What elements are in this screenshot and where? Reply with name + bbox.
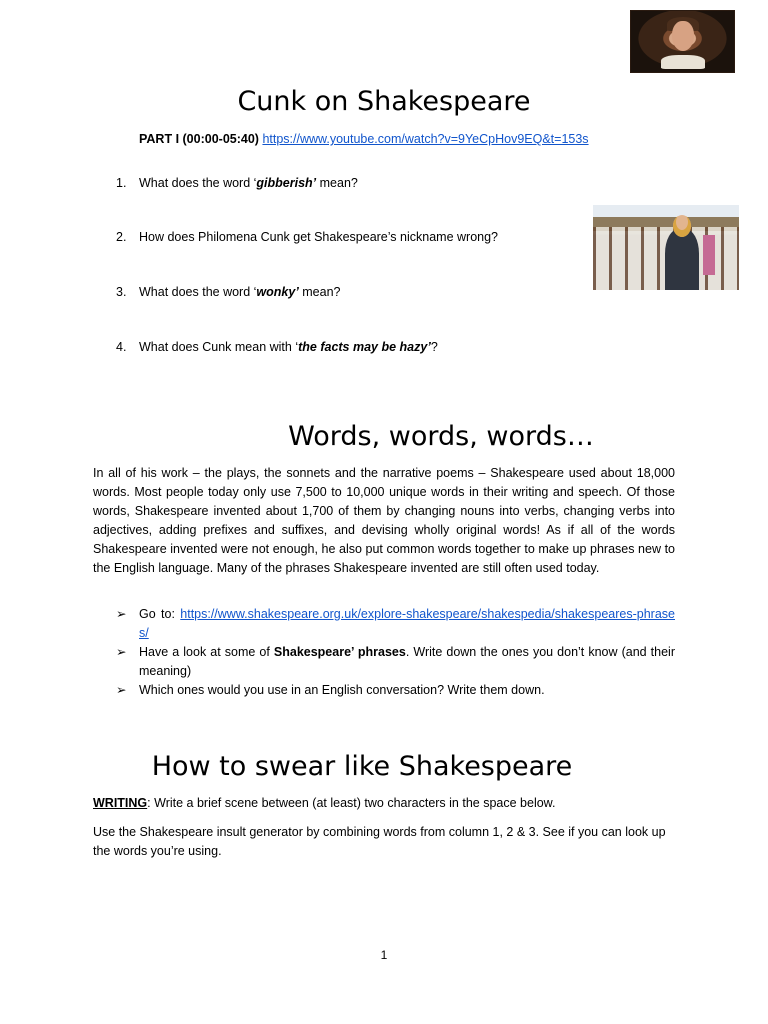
portrait-face [672,21,694,51]
arrow-bullet-icon: ➢ [116,607,127,621]
title-how-to-swear: How to swear like Shakespeare [151,751,573,782]
bullet-goto-text [139,605,675,643]
question-emphasis: gibberish’ [256,176,317,190]
portrait-collar [661,55,705,69]
globe-person [665,229,699,290]
question-number: 1. [116,176,127,190]
question-2 [116,230,498,244]
bullet-phrases [116,643,675,681]
question-text-end: mean? [298,285,341,299]
writing-text: : Write a brief scene between (at least) two characters in the space below. [147,796,556,810]
part-line [139,130,589,149]
goto-label: Go to: [139,607,181,621]
part-label: PART I (00:00-05:40) [139,132,259,146]
question-number: 2. [116,230,127,244]
bullet-text: Which ones would you use in an English conversation? Write them down. [139,683,545,697]
globe-banner [703,235,715,275]
question-number: 4. [116,340,127,354]
youtube-link[interactable]: https://www.youtube.com/watch?v=9YeCpHov9EQ&t=153s [262,132,589,146]
shakespeare-portrait-image [630,10,735,73]
question-emphasis: wonky’ [256,285,299,299]
question-text: What does the word ‘ [139,285,257,299]
bullet-text: Have a look at some of [139,645,274,659]
question-3 [116,285,341,299]
insult-generator-instructions: Use the Shakespeare insult generator by combining words from column 1, 2 & 3. See if you can look up the words you’re using. [93,825,666,858]
question-emphasis: the facts may be hazy’ [298,340,431,354]
bullet-conversation [116,681,675,700]
globe-person-head [673,215,691,237]
bullet-text-end: . Write down the ones you don’t know (and their meaning) [139,645,675,678]
bullet-phrases-text [139,643,675,681]
bullet-goto [116,605,675,643]
page-number: 1 [380,948,388,962]
question-number: 3. [116,285,127,299]
bullet-list [116,605,675,700]
arrow-bullet-icon: ➢ [116,683,127,697]
globe-theatre-image [593,205,739,290]
question-text-end: ? [430,340,438,354]
shakespeare-phrases-link[interactable]: https://www.shakespeare.org.uk/explore-shakespeare/shakespedia/shakespeares-phrases/ [139,607,675,640]
arrow-bullet-icon: ➢ [116,645,127,659]
question-4 [116,340,438,354]
question-text: What does Cunk mean with ‘ [139,340,299,354]
bullet-bold: Shakespeare’ phrases [273,645,406,659]
question-text: How does Philomena Cunk get Shakespeare’s nickname wrong? [139,230,499,244]
question-1 [116,176,358,190]
writing-label: WRITING [93,796,148,810]
writing-line [93,796,555,810]
title-words-words-words: Words, words, words… [288,421,594,452]
title-cunk-on-shakespeare: Cunk on Shakespeare [237,86,531,117]
intro-paragraph: In all of his work – the plays, the sonnets and the narrative poems – Shakespeare used about 18,000 words. Most people today only use 7,500 to 10,000 unique words in their writing and speech. Of those words, Shakespeare invented about 1,700 of them by changing nouns into verbs, changing verbs into adjectives, adding prefixes and suffixes, and devising wholly original words! As if all of the words Shakespeare invented were not enough, he also put common words together to make up phrases new to the English language. Many of the phrases Shakespeare invented are still often used today. [93,466,675,575]
question-text-end: mean? [316,176,358,190]
question-text: What does the word ‘ [139,176,257,190]
